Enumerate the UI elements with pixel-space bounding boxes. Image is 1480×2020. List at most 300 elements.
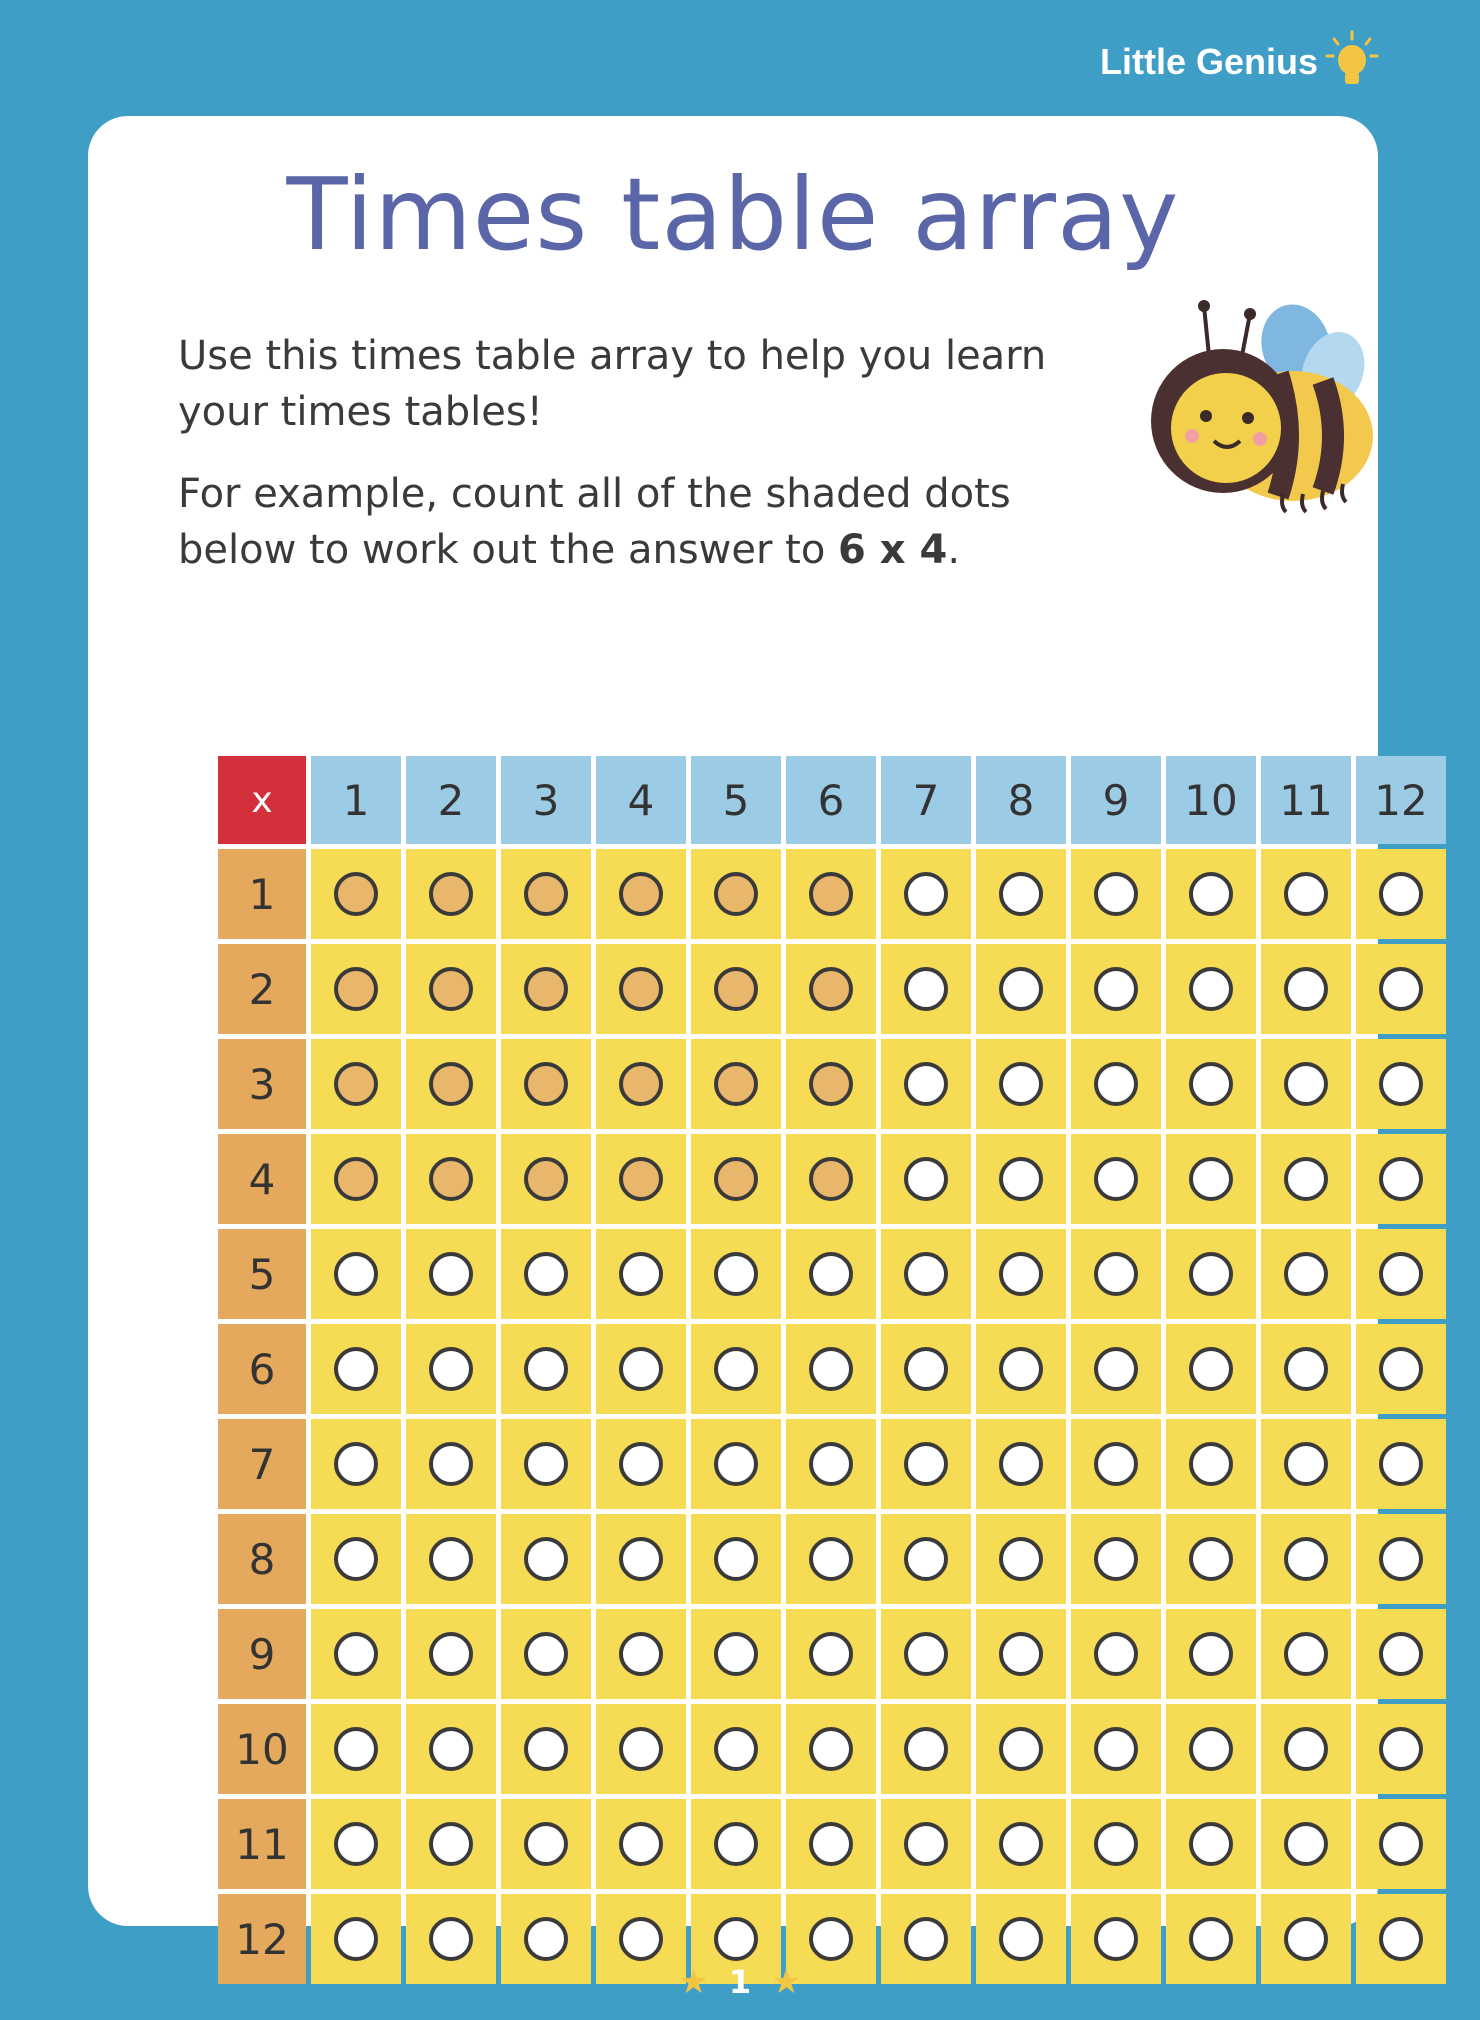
grid-cell	[1356, 1039, 1446, 1129]
shaded-dot	[714, 1157, 758, 1201]
grid-cell	[1261, 1419, 1351, 1509]
column-header: 4	[596, 756, 686, 844]
row-header: 5	[218, 1229, 306, 1319]
empty-dot	[999, 1632, 1043, 1676]
empty-dot	[1189, 1917, 1233, 1961]
empty-dot	[1189, 1632, 1233, 1676]
shaded-dot	[619, 967, 663, 1011]
empty-dot	[904, 1157, 948, 1201]
grid-cell	[691, 1609, 781, 1699]
grid-cell	[501, 1799, 591, 1889]
times-table-grid-wrap	[218, 756, 1433, 2002]
empty-dot	[904, 1917, 948, 1961]
empty-dot	[429, 1917, 473, 1961]
empty-dot	[1094, 1442, 1138, 1486]
grid-cell	[1166, 1229, 1256, 1319]
grid-cell	[786, 1514, 876, 1604]
grid-cell	[1166, 1324, 1256, 1414]
grid-cell	[501, 1324, 591, 1414]
grid-cell	[1261, 1514, 1351, 1604]
empty-dot	[809, 1442, 853, 1486]
empty-dot	[429, 1727, 473, 1771]
grid-cell	[976, 1229, 1066, 1319]
grid-cell	[501, 944, 591, 1034]
grid-cell	[1261, 1609, 1351, 1699]
grid-cell	[881, 1134, 971, 1224]
empty-dot	[714, 1347, 758, 1391]
grid-cell	[976, 1419, 1066, 1509]
grid-cell	[976, 1704, 1066, 1794]
example-sum: 6 x 4	[838, 527, 948, 573]
grid-cell	[311, 1324, 401, 1414]
shaded-dot	[334, 967, 378, 1011]
column-header: 9	[1071, 756, 1161, 844]
grid-cell	[881, 1704, 971, 1794]
empty-dot	[524, 1442, 568, 1486]
grid-cell	[1071, 1229, 1161, 1319]
empty-dot	[1189, 1727, 1233, 1771]
grid-cell	[881, 1514, 971, 1604]
empty-dot	[999, 1252, 1043, 1296]
grid-cell	[786, 1609, 876, 1699]
empty-dot	[1379, 1822, 1423, 1866]
grid-cell	[1071, 944, 1161, 1034]
grid-cell	[1356, 1229, 1446, 1319]
shaded-dot	[429, 1157, 473, 1201]
grid-cell	[596, 849, 686, 939]
empty-dot	[1189, 1347, 1233, 1391]
grid-cell	[786, 1229, 876, 1319]
grid-cell	[501, 1609, 591, 1699]
lightbulb-icon	[1324, 30, 1380, 94]
grid-cell	[596, 1704, 686, 1794]
empty-dot	[1094, 1727, 1138, 1771]
empty-dot	[1094, 1252, 1138, 1296]
empty-dot	[1379, 1442, 1423, 1486]
grid-cell	[406, 1799, 496, 1889]
grid-cell	[691, 1799, 781, 1889]
grid-cell	[691, 1324, 781, 1414]
column-header: 7	[881, 756, 971, 844]
shaded-dot	[619, 872, 663, 916]
shaded-dot	[714, 1062, 758, 1106]
times-table-grid	[218, 756, 1433, 1984]
empty-dot	[809, 1632, 853, 1676]
shaded-dot	[619, 1062, 663, 1106]
grid-cell	[976, 1039, 1066, 1129]
empty-dot	[714, 1727, 758, 1771]
empty-dot	[1379, 1062, 1423, 1106]
grid-cell	[406, 1324, 496, 1414]
empty-dot	[1379, 1252, 1423, 1296]
grid-cell	[691, 944, 781, 1034]
column-header: 10	[1166, 756, 1256, 844]
grid-cell	[1166, 1514, 1256, 1604]
grid-cell	[406, 849, 496, 939]
empty-dot	[1379, 967, 1423, 1011]
grid-cell	[596, 1324, 686, 1414]
grid-cell	[311, 1514, 401, 1604]
page-title: Times table array	[286, 156, 1180, 273]
grid-cell	[881, 1799, 971, 1889]
empty-dot	[1379, 872, 1423, 916]
empty-dot	[714, 1537, 758, 1581]
grid-cell	[1071, 1324, 1161, 1414]
grid-cell	[786, 1324, 876, 1414]
empty-dot	[524, 1347, 568, 1391]
empty-dot	[1189, 1252, 1233, 1296]
grid-cell	[501, 1704, 591, 1794]
empty-dot	[904, 872, 948, 916]
empty-dot	[524, 1537, 568, 1581]
empty-dot	[524, 1632, 568, 1676]
empty-dot	[1189, 1157, 1233, 1201]
empty-dot	[1379, 1347, 1423, 1391]
empty-dot	[999, 1157, 1043, 1201]
grid-cell	[786, 1704, 876, 1794]
empty-dot	[619, 1727, 663, 1771]
empty-dot	[714, 1442, 758, 1486]
empty-dot	[1189, 1062, 1233, 1106]
empty-dot	[619, 1537, 663, 1581]
empty-dot	[1379, 1537, 1423, 1581]
shaded-dot	[524, 872, 568, 916]
grid-cell	[976, 944, 1066, 1034]
empty-dot	[619, 1252, 663, 1296]
empty-dot	[1094, 1062, 1138, 1106]
empty-dot	[714, 1252, 758, 1296]
grid-cell	[881, 944, 971, 1034]
empty-dot	[714, 1917, 758, 1961]
grid-cell	[1166, 849, 1256, 939]
grid-cell	[311, 849, 401, 939]
grid-cell	[881, 1229, 971, 1319]
intro-text-1: Use this times table array to help you learn your times tables!	[178, 333, 1047, 435]
grid-cell	[501, 1039, 591, 1129]
empty-dot	[334, 1252, 378, 1296]
empty-dot	[1189, 872, 1233, 916]
grid-cell	[976, 1134, 1066, 1224]
row-header: 10	[218, 1704, 306, 1794]
empty-dot	[1284, 1632, 1328, 1676]
grid-cell	[311, 1799, 401, 1889]
column-header: 3	[501, 756, 591, 844]
grid-cell	[311, 1419, 401, 1509]
grid-cell	[1071, 1514, 1161, 1604]
row-header: 8	[218, 1514, 306, 1604]
brand-logo	[1100, 30, 1380, 94]
grid-cell	[406, 1514, 496, 1604]
empty-dot	[1379, 1917, 1423, 1961]
empty-dot	[1094, 967, 1138, 1011]
grid-cell	[311, 1609, 401, 1699]
grid-cell	[1261, 1704, 1351, 1794]
grid-cell	[691, 1704, 781, 1794]
grid-cell	[1356, 1419, 1446, 1509]
grid-cell	[406, 1229, 496, 1319]
empty-dot	[429, 1537, 473, 1581]
grid-cell	[1261, 1799, 1351, 1889]
grid-cell	[1261, 944, 1351, 1034]
row-header: 12	[218, 1894, 306, 1984]
shaded-dot	[809, 967, 853, 1011]
empty-dot	[999, 1537, 1043, 1581]
grid-corner-label: x	[218, 756, 306, 844]
empty-dot	[904, 967, 948, 1011]
grid-cell	[406, 1704, 496, 1794]
grid-cell	[691, 849, 781, 939]
row-header: 9	[218, 1609, 306, 1699]
empty-dot	[999, 872, 1043, 916]
grid-cell	[691, 1229, 781, 1319]
grid-cell	[1356, 1134, 1446, 1224]
grid-cell	[881, 1039, 971, 1129]
grid-cell	[596, 1229, 686, 1319]
empty-dot	[1284, 1917, 1328, 1961]
row-header: 7	[218, 1419, 306, 1509]
empty-dot	[999, 1347, 1043, 1391]
grid-cell	[881, 1324, 971, 1414]
column-header: 2	[406, 756, 496, 844]
brand-name: Little Genius	[1099, 41, 1318, 82]
grid-cell	[596, 1419, 686, 1509]
empty-dot	[1379, 1632, 1423, 1676]
grid-cell	[501, 1419, 591, 1509]
empty-dot	[1094, 1822, 1138, 1866]
grid-cell	[406, 1609, 496, 1699]
grid-cell	[501, 1134, 591, 1224]
grid-cell	[691, 1419, 781, 1509]
empty-dot	[1284, 1727, 1328, 1771]
empty-dot	[999, 1727, 1043, 1771]
grid-cell	[311, 1229, 401, 1319]
intro-text-2	[178, 466, 1138, 578]
empty-dot	[524, 1252, 568, 1296]
intro-text-2-main: For example, count all of the shaded dots below to work out the answer to	[178, 471, 1011, 573]
empty-dot	[999, 1062, 1043, 1106]
empty-dot	[619, 1822, 663, 1866]
empty-dot	[1189, 1537, 1233, 1581]
empty-dot	[429, 1632, 473, 1676]
star-icon: ★	[678, 1962, 709, 2002]
empty-dot	[429, 1822, 473, 1866]
empty-dot	[334, 1632, 378, 1676]
grid-cell	[1166, 1704, 1256, 1794]
empty-dot	[1284, 872, 1328, 916]
grid-cell	[1166, 944, 1256, 1034]
grid-cell	[406, 944, 496, 1034]
grid-cell	[976, 1514, 1066, 1604]
shaded-dot	[429, 872, 473, 916]
page-number: 1	[728, 1963, 752, 2001]
grid-cell	[1356, 944, 1446, 1034]
empty-dot	[904, 1442, 948, 1486]
grid-cell	[1166, 1134, 1256, 1224]
grid-cell	[406, 1419, 496, 1509]
shaded-dot	[334, 1062, 378, 1106]
shaded-dot	[714, 967, 758, 1011]
empty-dot	[1189, 1442, 1233, 1486]
empty-dot	[1284, 1347, 1328, 1391]
grid-cell	[691, 1039, 781, 1129]
empty-dot	[1379, 1157, 1423, 1201]
instructions	[178, 328, 1138, 604]
empty-dot	[809, 1727, 853, 1771]
row-header: 3	[218, 1039, 306, 1129]
empty-dot	[1284, 1252, 1328, 1296]
empty-dot	[809, 1347, 853, 1391]
grid-cell	[786, 849, 876, 939]
empty-dot	[904, 1822, 948, 1866]
row-header: 11	[218, 1799, 306, 1889]
grid-cell	[1261, 1039, 1351, 1129]
worksheet-card	[88, 116, 1428, 1964]
empty-dot	[619, 1917, 663, 1961]
grid-cell	[1071, 849, 1161, 939]
empty-dot	[809, 1252, 853, 1296]
grid-cell	[1071, 1704, 1161, 1794]
empty-dot	[1379, 1727, 1423, 1771]
empty-dot	[524, 1727, 568, 1771]
empty-dot	[619, 1442, 663, 1486]
grid-cell	[1261, 1229, 1351, 1319]
empty-dot	[999, 1442, 1043, 1486]
star-icon: ★	[771, 1962, 802, 2002]
grid-cell	[1356, 1704, 1446, 1794]
grid-cell	[596, 1039, 686, 1129]
empty-dot	[334, 1347, 378, 1391]
empty-dot	[809, 1917, 853, 1961]
empty-dot	[334, 1822, 378, 1866]
grid-cell	[1356, 1514, 1446, 1604]
grid-cell	[501, 1229, 591, 1319]
grid-cell	[786, 1799, 876, 1889]
grid-cell	[1071, 1419, 1161, 1509]
empty-dot	[904, 1727, 948, 1771]
grid-cell	[976, 849, 1066, 939]
empty-dot	[524, 1917, 568, 1961]
empty-dot	[334, 1917, 378, 1961]
empty-dot	[429, 1252, 473, 1296]
empty-dot	[429, 1442, 473, 1486]
column-header: 6	[786, 756, 876, 844]
grid-cell	[596, 1799, 686, 1889]
grid-cell	[1261, 849, 1351, 939]
grid-cell	[406, 1134, 496, 1224]
grid-cell	[881, 849, 971, 939]
empty-dot	[904, 1347, 948, 1391]
grid-cell	[1166, 1799, 1256, 1889]
shaded-dot	[809, 1157, 853, 1201]
empty-dot	[1284, 1442, 1328, 1486]
grid-cell	[786, 1134, 876, 1224]
grid-cell	[1166, 1039, 1256, 1129]
empty-dot	[1284, 1822, 1328, 1866]
grid-cell	[786, 1419, 876, 1509]
column-header: 12	[1356, 756, 1446, 844]
empty-dot	[524, 1822, 568, 1866]
empty-dot	[809, 1822, 853, 1866]
empty-dot	[904, 1252, 948, 1296]
column-header: 8	[976, 756, 1066, 844]
empty-dot	[334, 1537, 378, 1581]
grid-cell	[596, 1609, 686, 1699]
shaded-dot	[429, 967, 473, 1011]
row-header: 2	[218, 944, 306, 1034]
grid-cell	[786, 1039, 876, 1129]
shaded-dot	[429, 1062, 473, 1106]
grid-cell	[311, 944, 401, 1034]
grid-cell	[1356, 849, 1446, 939]
shaded-dot	[619, 1157, 663, 1201]
grid-cell	[1261, 1134, 1351, 1224]
grid-cell	[501, 849, 591, 939]
grid-cell	[976, 1799, 1066, 1889]
empty-dot	[334, 1442, 378, 1486]
empty-dot	[904, 1062, 948, 1106]
shaded-dot	[524, 1062, 568, 1106]
empty-dot	[1189, 967, 1233, 1011]
empty-dot	[1094, 1917, 1138, 1961]
empty-dot	[1094, 1347, 1138, 1391]
empty-dot	[999, 1917, 1043, 1961]
empty-dot	[334, 1727, 378, 1771]
empty-dot	[1284, 1157, 1328, 1201]
grid-cell	[1356, 1799, 1446, 1889]
empty-dot	[619, 1347, 663, 1391]
shaded-dot	[524, 967, 568, 1011]
page-footer	[0, 1962, 1480, 2002]
empty-dot	[1284, 1062, 1328, 1106]
grid-cell	[596, 1134, 686, 1224]
grid-cell	[311, 1704, 401, 1794]
shaded-dot	[809, 1062, 853, 1106]
grid-cell	[1071, 1039, 1161, 1129]
grid-cell	[881, 1609, 971, 1699]
grid-cell	[311, 1134, 401, 1224]
empty-dot	[904, 1537, 948, 1581]
shaded-dot	[334, 872, 378, 916]
shaded-dot	[524, 1157, 568, 1201]
grid-cell	[1166, 1419, 1256, 1509]
empty-dot	[1284, 1537, 1328, 1581]
grid-cell	[1166, 1609, 1256, 1699]
empty-dot	[1284, 967, 1328, 1011]
empty-dot	[1189, 1822, 1233, 1866]
grid-cell	[976, 1324, 1066, 1414]
grid-cell	[1356, 1324, 1446, 1414]
intro-text-2-end: .	[947, 527, 961, 573]
empty-dot	[999, 967, 1043, 1011]
shaded-dot	[334, 1157, 378, 1201]
grid-cell	[1356, 1609, 1446, 1699]
shaded-dot	[809, 872, 853, 916]
empty-dot	[1094, 1537, 1138, 1581]
grid-cell	[596, 1514, 686, 1604]
grid-cell	[596, 944, 686, 1034]
row-header: 1	[218, 849, 306, 939]
grid-cell	[691, 1134, 781, 1224]
empty-dot	[1094, 1632, 1138, 1676]
empty-dot	[1094, 1157, 1138, 1201]
grid-cell	[881, 1419, 971, 1509]
empty-dot	[904, 1632, 948, 1676]
grid-cell	[311, 1039, 401, 1129]
grid-cell	[1071, 1799, 1161, 1889]
column-header: 5	[691, 756, 781, 844]
grid-cell	[406, 1039, 496, 1129]
shaded-dot	[714, 872, 758, 916]
